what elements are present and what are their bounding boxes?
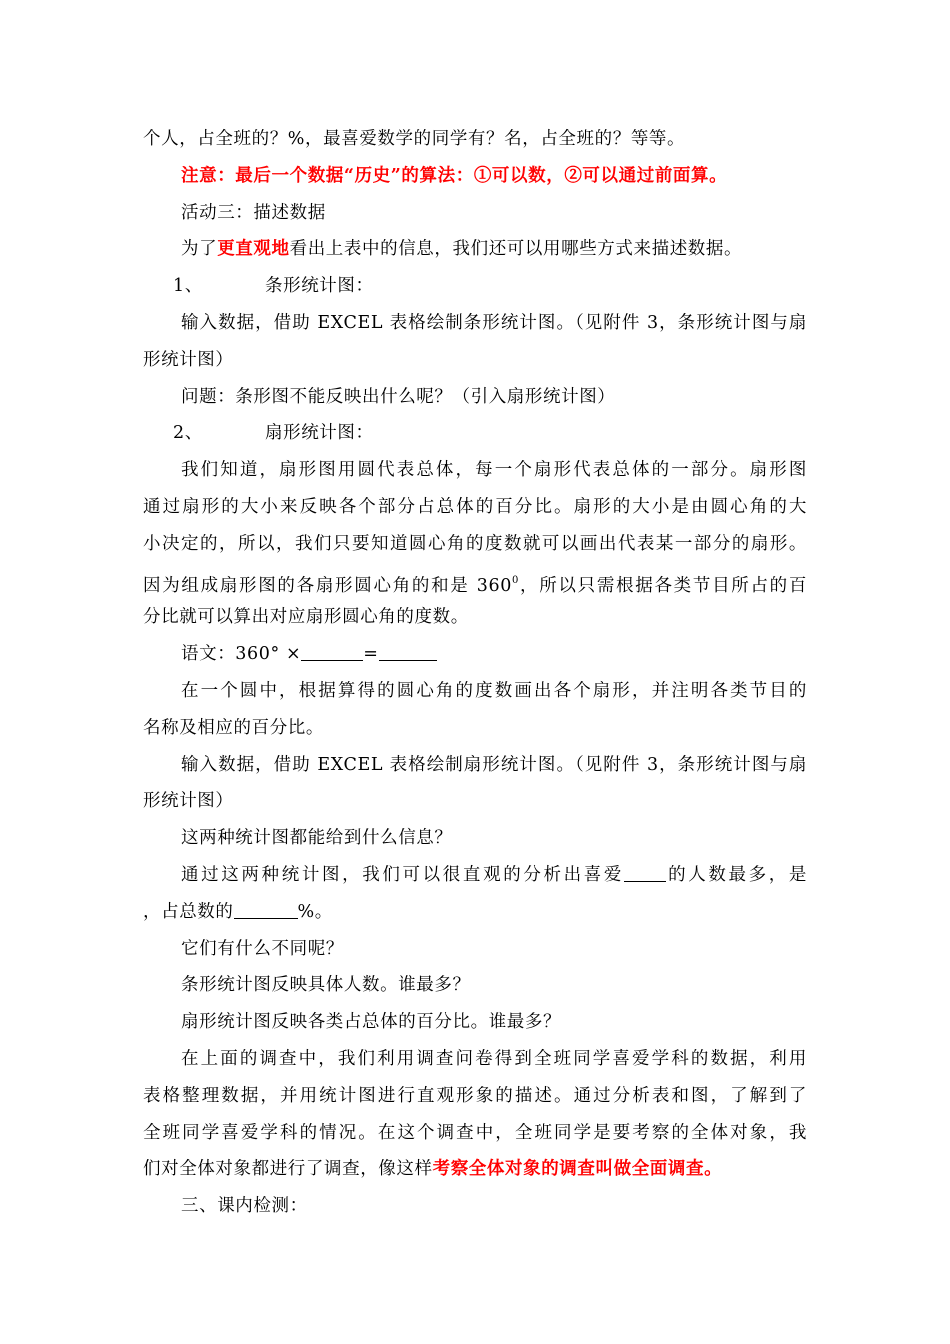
fill-blank bbox=[234, 900, 298, 919]
paragraph-line: 在一个圆中，根据算得的圆心角的度数画出各个扇形，并注明各类节目的 bbox=[181, 680, 807, 701]
question-line: 问题：条形图不能反映出什么呢？（引入扇形统计图） bbox=[181, 386, 616, 407]
formula-prefix: 语文：360° × bbox=[181, 644, 302, 665]
highlight-text: 考察全体对象的调查叫做全面调查。 bbox=[432, 1159, 723, 1180]
paragraph-line bbox=[143, 894, 807, 931]
paragraph-line bbox=[143, 1151, 807, 1188]
paragraph-line: 形统计图） bbox=[143, 349, 234, 370]
paragraph-line bbox=[143, 563, 807, 600]
highlight-text: 更直观地 bbox=[217, 239, 290, 260]
paragraph-line: 通过扇形的大小来反映各个部分占总体的百分比。扇形的大小是由圆心角的大 bbox=[143, 496, 807, 517]
list-item-heading bbox=[143, 415, 807, 452]
list-number: 1、 bbox=[173, 276, 203, 297]
fill-blank bbox=[301, 642, 363, 661]
paragraph-line: 名称及相应的百分比。 bbox=[143, 717, 324, 738]
text-segment: ，占总数的 bbox=[143, 901, 234, 922]
paragraph-line: 形统计图） bbox=[143, 791, 234, 812]
text-segment: %。 bbox=[297, 901, 333, 922]
paragraph-line: 全班同学喜爱学科的情况。在这个调查中，全班同学是要考察的全体对象，我 bbox=[143, 1122, 807, 1143]
list-title: 条形统计图： bbox=[265, 276, 374, 297]
text-segment: 因为组成扇形图的各扇形圆心角的和是 360 bbox=[143, 575, 512, 596]
paragraph-line: 在上面的调查中，我们利用调查问卷得到全班同学喜爱学科的数据，利用 bbox=[181, 1048, 807, 1069]
paragraph-line: 输入数据，借助 EXCEL 表格绘制扇形统计图。（见附件 3，条形统计图与扇 bbox=[181, 754, 807, 775]
paragraph-line: 分比就可以算出对应扇形圆心角的度数。 bbox=[143, 607, 469, 628]
paragraph-line: 输入数据，借助 EXCEL 表格绘制条形统计图。（见附件 3，条形统计图与扇 bbox=[181, 312, 807, 333]
activity-heading: 活动三：描述数据 bbox=[181, 202, 326, 223]
text-segment: 看出上表中的信息，我们还可以用哪些方式来描述数据。 bbox=[289, 239, 743, 260]
text-segment: 们对全体对象都进行了调查，像这样 bbox=[143, 1159, 433, 1180]
paragraph-line: 我们知道，扇形图用圆代表总体，每一个扇形代表总体的一部分。扇形图 bbox=[181, 460, 807, 481]
paragraph-line: 个人，占全班的？%，最喜爱数学的同学有？名，占全班的？等等。 bbox=[143, 129, 686, 149]
text-segment: 为了 bbox=[181, 239, 218, 260]
section-heading: 三、课内检测： bbox=[181, 1196, 308, 1217]
text-segment: 通过这两种统计图，我们可以很直观的分析出喜爱 bbox=[181, 864, 625, 885]
formula-line bbox=[143, 636, 807, 673]
text-segment: 的人数最多，是 bbox=[666, 864, 807, 885]
question-line: 这两种统计图都能给到什么信息？ bbox=[181, 828, 453, 849]
fill-blank bbox=[379, 642, 437, 661]
paragraph-line: 表格整理数据，并用统计图进行直观形象的描述。通过分析表和图，了解到了 bbox=[143, 1085, 807, 1106]
list-item-heading bbox=[143, 268, 807, 305]
paragraph-line: 条形统计图反映具体人数。谁最多？ bbox=[181, 975, 471, 996]
note-line: 注意：最后一个数据“历史”的算法：①可以数，②可以通过前面算。 bbox=[181, 165, 728, 186]
text-segment: ，所以只需根据各类节目所占的百 bbox=[518, 575, 807, 596]
equals-sign: = bbox=[363, 644, 379, 665]
list-title: 扇形统计图： bbox=[265, 423, 374, 444]
fill-blank bbox=[624, 863, 666, 882]
document-body bbox=[143, 121, 807, 1225]
paragraph-line: 小决定的，所以，我们只要知道圆心角的度数就可以画出代表某一部分的扇形。 bbox=[143, 533, 807, 554]
paragraph-line bbox=[143, 857, 807, 894]
paragraph-line: 扇形统计图反映各类占总体的百分比。谁最多？ bbox=[181, 1012, 562, 1033]
degree-superscript: 0 bbox=[511, 574, 519, 586]
paragraph-line bbox=[143, 231, 807, 268]
question-line: 它们有什么不同呢？ bbox=[181, 938, 344, 959]
list-number: 2、 bbox=[173, 423, 203, 444]
